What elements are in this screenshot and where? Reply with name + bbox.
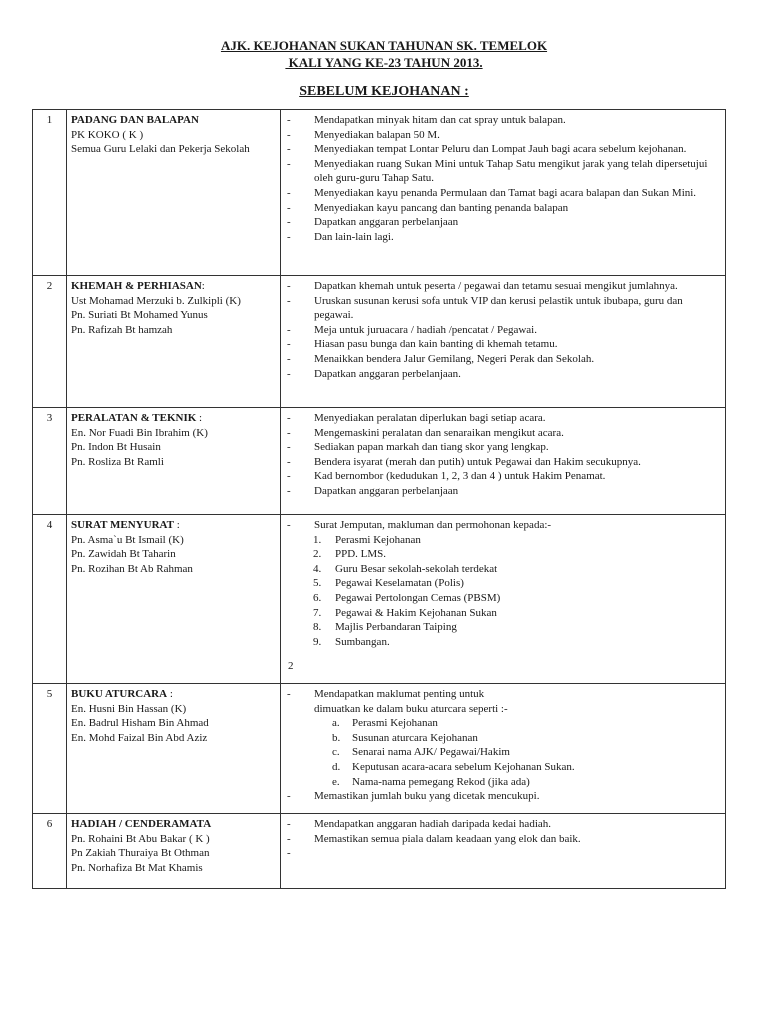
committee-heading-line: [71, 113, 276, 128]
task-continuation: dimuatkan ke dalam buku aturcara seperti :-: [314, 702, 508, 715]
task-item: [285, 337, 721, 352]
task-text: Hiasan pasu bunga dan kain banting di khemah tetamu.: [314, 338, 558, 351]
committee-member: Pn. Indon Bt Husain: [71, 441, 161, 454]
row-number: 5: [33, 684, 67, 814]
bullet-dash: -: [287, 688, 291, 700]
committee-row: [33, 276, 726, 408]
bullet-dash: -: [287, 818, 291, 830]
task-text: Menyediakan kayu penanda Permulaan dan Tamat bagi acara balapan dan Sukan Mini.: [314, 186, 697, 199]
item-number: 7.: [313, 606, 322, 619]
committee-heading-line: [71, 817, 276, 832]
row-number: 1: [33, 110, 67, 276]
committee-row: [33, 408, 726, 515]
document-subtitle: KALI YANG KE-23 TAHUN 2013.: [285, 55, 483, 70]
task-item: [285, 789, 721, 804]
committee-member: PK KOKO ( K ): [71, 128, 144, 141]
committee-heading: SURAT MENYURAT: [71, 519, 174, 531]
committee-member: Pn. Suriati Bt Mohamed Yunus: [71, 309, 208, 322]
committee-member: Pn Zakiah Thuraiya Bt Othman: [71, 847, 210, 860]
heading-suffix: :: [167, 688, 173, 700]
bullet-dash: -: [287, 294, 291, 307]
row-number: 6: [33, 814, 67, 889]
item-letter: d.: [332, 760, 341, 773]
item-text: Pegawai & Hakim Kejohanan Sukan: [335, 606, 497, 619]
committee-member: Pn. Asma`u Bt Ismail (K): [71, 533, 184, 546]
committee-heading: KHEMAH & PERHIASAN: [71, 280, 202, 292]
task-text: Menyediakan balapan 50 M.: [314, 128, 440, 141]
bullet-dash: -: [287, 470, 291, 483]
bullet-dash: -: [287, 455, 291, 468]
task-text: Memastikan jumlah buku yang dicetak mencukupi.: [314, 790, 540, 803]
task-text: Menyediakan kayu pancang dan banting penanda balapan: [314, 201, 569, 214]
task-text: Dapatkan anggaran perbelanjaan: [314, 216, 459, 229]
committee-heading-line: [71, 411, 276, 426]
bullet-dash: -: [287, 790, 291, 803]
item-text: Nama-nama pemegang Rekod (jika ada): [352, 775, 530, 788]
task-item: [285, 426, 721, 441]
task-item: [285, 186, 721, 201]
task-text: Dapatkan khemah untuk peserta / pegawai dan tetamu sesuai mengikut jumlahnya.: [314, 280, 678, 292]
row-number: 2: [33, 276, 67, 408]
bullet-dash: -: [287, 323, 291, 336]
committee-row: [33, 814, 726, 889]
task-item: [285, 323, 721, 338]
task-text: Menaikkan bendera Jalur Gemilang, Negeri Perak dan Sekolah.: [314, 352, 595, 365]
task-cell: [281, 276, 726, 408]
committee-cell: [67, 408, 281, 515]
numbered-item: [285, 576, 721, 591]
item-text: Sumbangan.: [335, 635, 390, 648]
task-text: Menyediakan peralatan diperlukan bagi setiap acara.: [314, 412, 546, 424]
task-text: Sediakan papan markah dan tiang skor yang lengkap.: [314, 441, 549, 454]
bullet-dash: -: [287, 216, 291, 229]
item-number: 5.: [313, 577, 322, 590]
lettered-item: [285, 731, 721, 746]
row-number: 4: [33, 515, 67, 684]
numbered-item: [285, 635, 721, 650]
numbered-item: [285, 562, 721, 577]
item-text: Senarai nama AJK/ Pegawai/Hakim: [352, 746, 510, 759]
numbered-item: [285, 606, 721, 621]
bullet-dash: -: [287, 157, 291, 170]
numbered-item: [285, 547, 721, 562]
task-text: Mendapatkan minyak hitam dan cat spray untuk balapan.: [314, 114, 566, 126]
committee-row: [33, 515, 726, 684]
heading-suffix: :: [201, 280, 205, 292]
committee-heading-line: [71, 518, 276, 533]
item-text: Guru Besar sekolah-sekolah terdekat: [335, 562, 498, 575]
page-number: 2: [288, 660, 294, 673]
heading-suffix: :: [173, 519, 180, 531]
task-text: Uruskan susunan kerusi sofa untuk VIP dan kerusi pelastik untuk ibubapa, guru dan pegawai.: [314, 294, 683, 322]
task-item: [285, 469, 721, 484]
task-text: Mengemaskini peralatan dan senaraikan mengikut acara.: [314, 426, 564, 439]
committee-heading-line: [71, 279, 276, 294]
item-number: 2.: [313, 548, 322, 561]
lettered-item: [285, 716, 721, 731]
task-item: [285, 279, 721, 294]
committee-member: Pn. Rohaini Bt Abu Bakar ( K ): [71, 832, 210, 845]
lettered-item: [285, 760, 721, 775]
item-text: PPD. LMS.: [335, 548, 387, 561]
numbered-item: [285, 620, 721, 635]
numbered-item: [285, 591, 721, 606]
task-text: Memastikan semua piala dalam keadaan yang elok dan baik.: [314, 832, 581, 845]
task-item: [285, 455, 721, 470]
committee-heading: HADIAH / CENDERAMATA: [71, 818, 212, 830]
task-item: [285, 352, 721, 367]
item-letter: e.: [332, 775, 340, 788]
task-text: Surat Jemputan, makluman dan permohonan kepada:-: [314, 519, 552, 531]
committee-row: [33, 110, 726, 276]
committee-cell: [67, 276, 281, 408]
bullet-dash: -: [287, 186, 291, 199]
task-item: [285, 411, 721, 426]
lettered-item: [285, 775, 721, 790]
bullet-dash: -: [287, 352, 291, 365]
task-item: [285, 157, 721, 186]
item-letter: b.: [332, 731, 341, 744]
bullet-dash: -: [287, 338, 291, 351]
bullet-dash: -: [287, 230, 291, 243]
task-cell: [281, 110, 726, 276]
committee-table: [32, 109, 726, 889]
task-item: [285, 817, 721, 832]
task-item: [285, 142, 721, 157]
bullet-dash: -: [287, 441, 291, 454]
task-cell: [281, 814, 726, 889]
bullet-dash: -: [287, 484, 291, 497]
task-item: [285, 230, 721, 245]
task-item: [285, 518, 721, 533]
committee-cell: [67, 110, 281, 276]
task-text: Dan lain-lain lagi.: [314, 230, 394, 243]
row-number: 3: [33, 408, 67, 515]
task-text: Kad bernombor (kedudukan 1, 2, 3 dan 4 ) untuk Hakim Penamat.: [314, 470, 606, 483]
task-cell: [281, 408, 726, 515]
committee-member: En. Nor Fuadi Bin Ibrahim (K): [71, 426, 208, 439]
task-item: [285, 294, 721, 323]
committee-row: [33, 684, 726, 814]
bullet-dash: -: [287, 128, 291, 141]
item-number: 1.: [313, 533, 322, 546]
task-text: Meja untuk juruacara / hadiah /pencatat / Pegawai.: [314, 323, 537, 336]
task-text: Mendapatkan anggaran hadiah daripada kedai hadiah.: [314, 818, 552, 830]
committee-member: Semua Guru Lelaki dan Pekerja Sekolah: [71, 143, 250, 156]
bullet-dash: -: [287, 280, 291, 292]
item-text: Susunan aturcara Kejohanan: [352, 731, 478, 744]
bullet-dash: -: [287, 143, 291, 156]
committee-member: En. Husni Bin Hassan (K): [71, 702, 187, 715]
section-title: SEBELUM KEJOHANAN :: [299, 84, 469, 99]
bullet-dash: -: [287, 367, 291, 380]
committee-member: Pn. Rosliza Bt Ramli: [71, 455, 164, 468]
committee-member: Pn. Rafizah Bt hamzah: [71, 323, 173, 336]
committee-member: En. Badrul Hisham Bin Ahmad: [71, 717, 209, 730]
task-text: Dapatkan anggaran perbelanjaan.: [314, 367, 461, 380]
item-number: 9.: [313, 635, 322, 648]
bullet-dash: -: [287, 412, 291, 424]
task-item: [285, 215, 721, 230]
bullet-dash: -: [287, 832, 291, 845]
committee-member: Pn. Zawidah Bt Taharin: [71, 548, 176, 561]
committee-heading: PERALATAN & TEKNIK: [71, 412, 197, 424]
committee-cell: [67, 814, 281, 889]
task-text: Bendera isyarat (merah dan putih) untuk Pegawai dan Hakim secukupnya.: [314, 455, 641, 468]
committee-heading: PADANG DAN BALAPAN: [71, 114, 199, 126]
item-number: 6.: [313, 591, 322, 604]
item-text: Keputusan acara-acara sebelum Kejohanan Sukan.: [352, 760, 575, 773]
committee-cell: [67, 684, 281, 814]
committee-member: Pn. Norhafiza Bt Mat Khamis: [71, 861, 203, 874]
task-item: [285, 484, 721, 499]
task-text: Mendapatkan maklumat penting untuk: [314, 688, 485, 700]
item-text: Majlis Perbandaran Taiping: [335, 621, 457, 634]
bullet-dash: -: [287, 426, 291, 439]
bullet-dash: -: [287, 201, 291, 214]
bullet-dash: -: [287, 114, 291, 126]
bullet-dash: -: [287, 519, 291, 531]
task-item: [285, 367, 721, 382]
task-text: Menyediakan tempat Lontar Peluru dan Lompat Jauh bagi acara sebelum kejohanan.: [314, 143, 687, 156]
task-cell: [281, 515, 726, 684]
committee-member: Ust Mohamad Merzuki b. Zulkipli (K): [71, 294, 241, 307]
task-cell: [281, 684, 726, 814]
item-number: 8.: [313, 621, 322, 634]
committee-heading-line: [71, 687, 276, 702]
lettered-item: [285, 745, 721, 760]
item-text: Pegawai Pertolongan Cemas (PBSM): [335, 591, 501, 604]
task-item: [285, 687, 721, 702]
item-text: Perasmi Kejohanan: [352, 717, 438, 730]
item-text: Pegawai Keselamatan (Polis): [335, 577, 464, 590]
committee-cell: [67, 515, 281, 684]
task-item: [285, 440, 721, 455]
task-text: Menyediakan ruang Sukan Mini untuk Tahap Satu mengikut jarak yang telah dipersetujui oleh guru-guru Tahap Satu.: [314, 157, 708, 185]
committee-member: En. Mohd Faizal Bin Abd Aziz: [71, 731, 208, 744]
bullet-dash: -: [287, 847, 291, 860]
item-text: Perasmi Kejohanan: [335, 533, 421, 546]
document-title: AJK. KEJOHANAN SUKAN TAHUNAN SK. TEMELOK: [220, 38, 548, 53]
numbered-item: [285, 533, 721, 548]
committee-heading: BUKU ATURCARA: [71, 688, 168, 700]
task-item: [285, 113, 721, 128]
task-text: Dapatkan anggaran perbelanjaan: [314, 484, 459, 497]
heading-suffix: :: [196, 412, 203, 424]
committee-member: Pn. Rozihan Bt Ab Rahman: [71, 562, 193, 575]
item-letter: a.: [332, 717, 340, 730]
item-letter: c.: [332, 746, 340, 759]
task-item: [285, 201, 721, 216]
item-number: 4.: [313, 562, 322, 575]
task-item: [285, 128, 721, 143]
task-item: [285, 832, 721, 847]
